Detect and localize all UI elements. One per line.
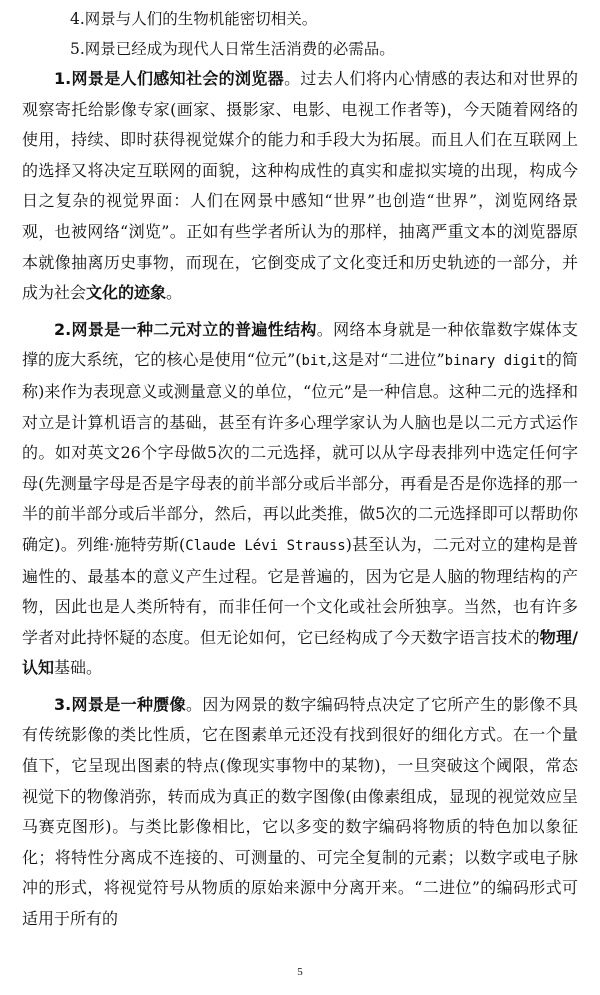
section-body: 。因为网景的数字编码特点决定了它所产生的影像不具有传统影像的类比性质，它在图素单元还没有找到很好的细化方式。在一个量值下，它呈现出图素的特点(像现实事物中的某物)，一旦突破这个阈限，常态视觉下的物像消弥，转而成为真正的数字图像(由像素组成，显现的视觉效应呈马赛克图形)。与类比影像相比，它以多变的数字编码将物质的特色加以象征化；将特性分离成不连接的、可测量的、可完全复制的元素；以数字或电子脉冲的形式，将视觉符号从物质的原始来源中分离开来。“二进位”的编码形式可适用于所有的	[22, 694, 578, 929]
section-heading: 3.网景是一种赝像	[54, 694, 186, 714]
section-body: ,这是对“二进位”	[326, 350, 445, 370]
section-tail: 基础。	[54, 658, 103, 678]
section-simulacrum	[22, 690, 578, 935]
list-item-4: 4.网景与人们的生物机能密切相关。	[70, 10, 318, 28]
section-heading: 1.网景是人们感知社会的浏览器	[54, 69, 285, 88]
emphasis-term: 物理/认知	[22, 627, 578, 678]
section-binary-structure	[22, 315, 578, 684]
section-body: 的简称)来作为表现意义或测量意义的单位，“位元”是一种信息。这种二元的选择和对立是计算机语言的基础，甚至有许多心理学家认为人脑也是以二元方式运作的。如对英文26个字母做5次的二元选择，就可以从字母表排列中选定任何字母(先测量字母是否是字母表的前半部分或后半部分，再看是否是你选择的那一半的前半部分或后半部分，然后，再以此类推，做5次的二元选择即可以帮助你确定)。列维·施特劳斯(	[22, 350, 578, 554]
section-browser	[22, 64, 578, 309]
section-body: )甚至认为，二元对立的建构是普遍性的、最基本的意义产生过程。它是普遍的，因为它是人脑的物理结构的产物，因此也是人类所特有，而非任何一个文化或社会所独享。当然，也有许多学者对此持怀疑的态度。但无论如何，它已经构成了今天数字语言技术的	[22, 534, 578, 647]
latin-term: binary digit	[444, 353, 546, 370]
section-body: 。网络本身就是一种依靠数字媒体支撑的庞大系统，它的核心是使用“位元”(	[22, 319, 578, 370]
list-item-5: 5.网景已经成为现代人日常生活消费的必需品。	[70, 40, 395, 58]
latin-term: bit	[301, 353, 327, 370]
section-heading: 2.网景是一种二元对立的普遍性结构	[54, 319, 317, 339]
section-body: 。过去人们将内心情感的表达和对世界的观察寄托给影像专家(画家、摄影家、电影、电视工作者等)，今天随着网络的使用，持续、即时获得视觉媒介的能力和手段大为拓展。而且人们在互联网上的选择又将决定互联网的面貌，这种构成性的真实和虚拟实境的出现，构成今日之复杂的视觉界面：人们在网景中感知“世界”也创造“世界”，浏览网络景观，也被网络“浏览”。正如有些学者所认为的那样，抽离严重文本的浏览器原本就像抽离历史事物，而现在，它倒变成了文化变迁和历史轨迹的一部分，并成为社会	[22, 69, 578, 303]
page-number: 5	[297, 966, 303, 978]
section-tail: 。	[166, 283, 183, 303]
emphasis-term: 文化的迹象	[86, 283, 167, 303]
latin-term: Claude Lévi Strauss	[185, 537, 346, 554]
